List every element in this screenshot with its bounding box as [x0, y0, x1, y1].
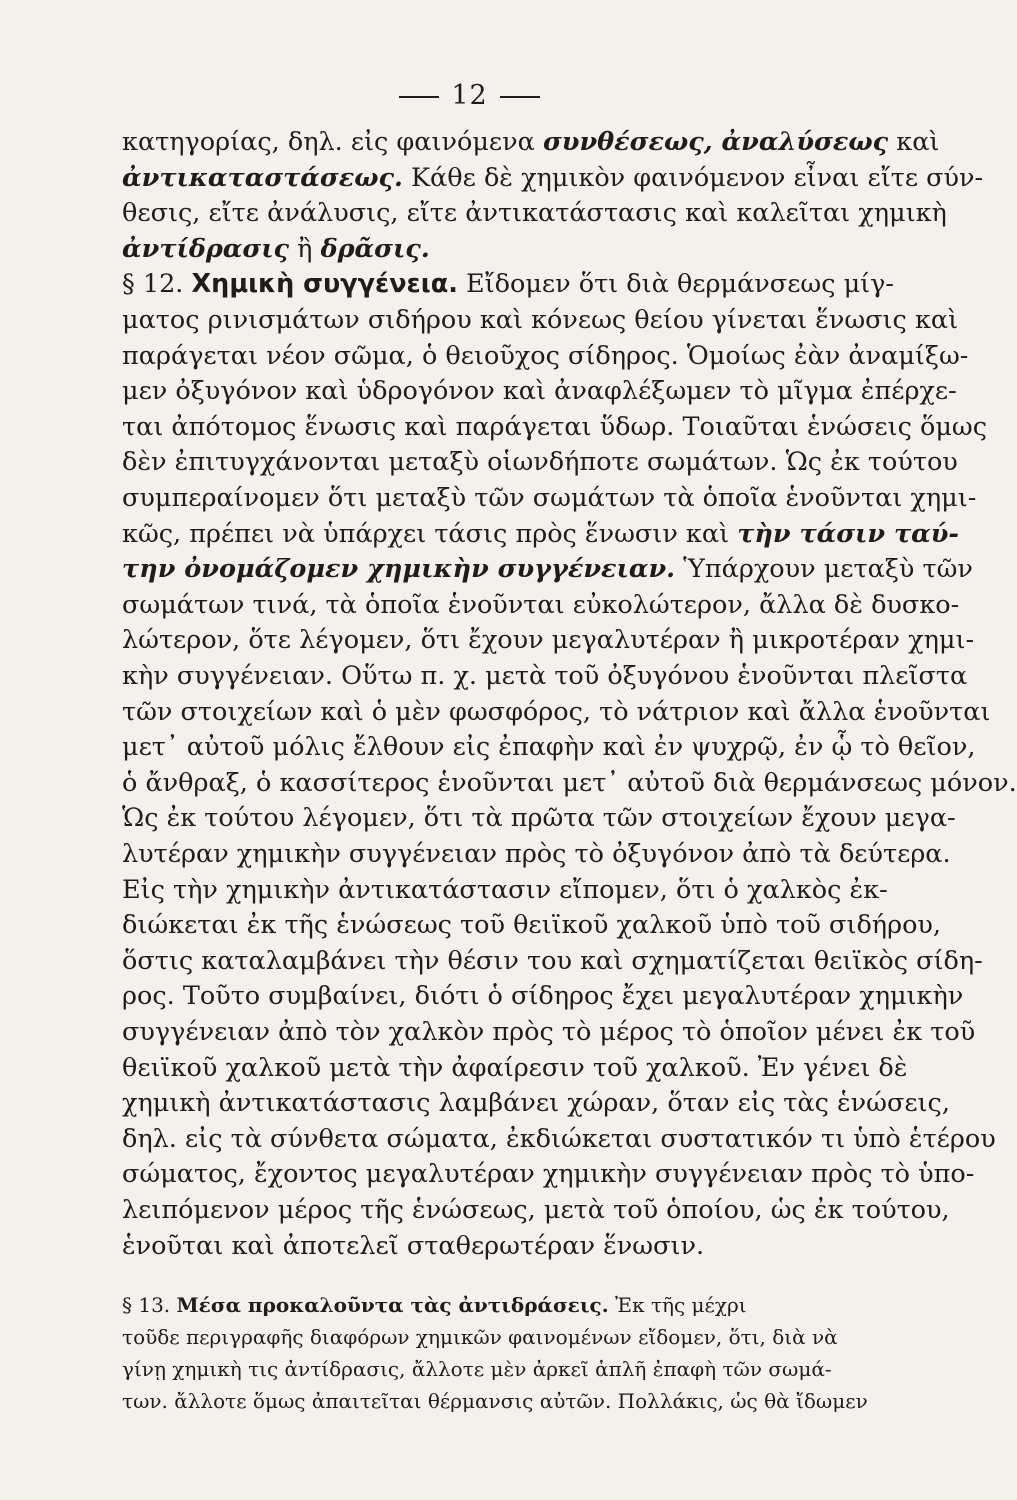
text-line	[122, 269, 895, 300]
text-line	[122, 1359, 894, 1379]
text-run: Εἰς τὴν χημικὴν ἀντικατάστασιν εἴπομεν, ὅτι ὁ χαλκὸς ἐκ-	[122, 874, 888, 905]
text-line	[122, 732, 976, 763]
text-line	[122, 1327, 894, 1347]
emphasized-term: συνθέσεως, ἀναλύσεως	[542, 127, 889, 157]
text-run: σωμάτων τινά, τὰ ὁποῖα ἑνοῦνται εὐκολώτερον, ἄλλα δὲ δυσκο-	[122, 589, 960, 620]
section-heading: Χημικὴ συγγένεια.	[191, 269, 458, 300]
text-run: ἢ	[289, 233, 321, 264]
text-line	[122, 1052, 908, 1083]
emphasized-term: ἀντίδρασις	[122, 233, 290, 264]
text-run: θεσις, εἴτε ἀνάλυσις, εἴτε ἀντικατάστασις καὶ καλεῖται χημικὴ	[122, 198, 947, 229]
text-run: λώτερον, ὅτε λέγομεν, ὅτι ἔχουν μεγαλυτέραν ἢ μικροτέραν χημι-	[122, 625, 975, 656]
text-run: λυτέραν χημικὴν συγγένειαν πρὸς τὸ ὀξυγόνον ἀπὸ τὰ δεύτερα.	[122, 839, 951, 869]
text-run: σώματος, ἔχοντος μεγαλυτέραν χημικὴν συγγένειαν πρὸς τὸ ὑπο-	[122, 1159, 975, 1190]
emphasized-term: δρᾶσις.	[320, 233, 430, 264]
text-line	[122, 518, 960, 549]
text-line	[122, 411, 987, 442]
text-run: δὲν ἐπιτυγχάνονται μεταξὺ οἱωνδήποτε σωμάτων. Ὡς ἐκ τούτου	[122, 447, 958, 478]
text-line	[122, 874, 892, 905]
section-heading: Μέσα προκαλοῦντα τὰς ἀντιδράσεις.	[176, 1293, 609, 1317]
text-line	[122, 1088, 950, 1119]
text-line	[122, 1391, 894, 1411]
text-run: Εἴδομεν ὅτι διὰ θερμάνσεως μίγ-	[457, 269, 895, 300]
text-run: καὶ	[888, 127, 940, 157]
text-line	[122, 340, 969, 371]
emphasized-term: τὴν τάσιν ταύ-	[737, 518, 960, 549]
dash-right	[500, 96, 540, 98]
text-run: κατηγορίας, δηλ. εἰς φαινόμενα	[122, 127, 543, 157]
text-line	[122, 198, 947, 229]
text-run: Ὑπάρχουν μεταξὺ τῶν	[675, 554, 973, 585]
text-line	[122, 162, 984, 193]
text-line	[122, 554, 973, 585]
text-line	[122, 483, 977, 513]
text-line	[122, 376, 957, 407]
text-line	[122, 625, 975, 656]
page-number-text: 12	[451, 80, 488, 111]
text-run: ται ἀπότομος ἕνωσις καὶ παράγεται ὕδωρ. Τοιαῦται ἑνώσεις ὅμως	[122, 411, 987, 442]
text-run: γίνῃ χημικὴ τις ἀντίδρασις, ἄλλοτε μὲν ἀρκεῖ ἁπλῆ ἐπαφὴ τῶν σωμά-	[122, 1357, 832, 1381]
text-run: τῶν στοιχείων καὶ ὁ μὲν φωσφόρος, τὸ νάτριον καὶ ἄλλα ἑνοῦνται	[122, 696, 991, 727]
text-run: χημικὴ ἀντικατάστασις λαμβάνει χώραν, ὅταν εἰς τὰς ἑνώσεις,	[122, 1088, 950, 1119]
text-line	[122, 839, 951, 869]
text-run: Ἐκ τῆς μέχρι	[608, 1293, 747, 1317]
emphasized-term: ἀντικαταστάσεως.	[122, 162, 403, 193]
text-run: κὴν συγγένειαν. Οὕτω π. χ. μετὰ τοῦ ὀξυγόνου ἑνοῦνται πλεῖστα	[122, 661, 968, 691]
text-line	[122, 661, 968, 691]
emphasized-term: την ὀνομάζομεν χημικὴν συγγένειαν.	[122, 554, 676, 585]
text-line	[122, 1159, 975, 1190]
text-run: Ὡς ἐκ τούτου λέγομεν, ὅτι τὰ πρῶτα τῶν στοιχείων ἔχουν μεγα-	[122, 803, 956, 834]
page-number	[0, 80, 939, 111]
text-line	[122, 945, 983, 976]
text-line	[122, 447, 958, 478]
text-line	[122, 233, 892, 264]
text-run: ὅστις καταλαμβάνει τὴν θέσιν του καὶ σχηματίζεται θειϊκὸς σίδη-	[122, 945, 983, 976]
text-line	[122, 1230, 892, 1261]
text-line	[122, 589, 960, 620]
text-line	[122, 1123, 996, 1154]
text-run: παράγεται νέον σῶμα, ὁ θειοῦχος σίδηρος. Ὁμοίως ἐὰν ἀναμίξω-	[122, 340, 969, 371]
text-run: ἑνοῦται καὶ ἀποτελεῖ σταθερωτέραν ἕνωσιν.	[122, 1230, 705, 1261]
text-line	[122, 696, 991, 727]
text-run: § 12.	[122, 269, 192, 300]
text-run: μετ᾽ αὐτοῦ μόλις ἔλθουν εἰς ἐπαφὴν καὶ ἐν ψυχρῷ, ἐν ᾧ τὸ θεῖον,	[122, 732, 976, 763]
text-run: θειϊκοῦ χαλκοῦ μετὰ τὴν ἀφαίρεσιν τοῦ χαλκοῦ. Ἐν γένει δὲ	[122, 1052, 908, 1083]
text-line	[122, 767, 1017, 798]
text-run: ρος. Τοῦτο συμβαίνει, διότι ὁ σίδηρος ἔχει μεγαλυτέραν χημικὴν	[122, 981, 964, 1012]
text-line	[122, 981, 964, 1012]
dash-left	[399, 96, 439, 98]
text-run: λειπόμενον μέρος τῆς ἑνώσεως, μετὰ τοῦ ὁποίου, ὡς ἐκ τούτου,	[122, 1195, 950, 1225]
text-run: ὁ ἄνθραξ, ὁ κασσίτερος ἑνοῦνται μετ᾽ αὐτοῦ διὰ θερμάνσεως μόνον.	[122, 767, 1017, 798]
text-run: ματος ρινισμάτων σιδήρου καὶ κόνεως θείου γίνεται ἕνωσις καὶ	[122, 305, 959, 335]
text-line	[122, 910, 942, 941]
text-run: Κάθε δὲ χημικὸν φαινόμενον εἶναι εἴτε σύν-	[402, 162, 984, 193]
text-run: συγγένειαν ἀπὸ τὸν χαλκὸν πρὸς τὸ μέρος τὸ ὁποῖον μένει ἐκ τοῦ	[122, 1017, 976, 1047]
text-run: μεν ὀξυγόνον καὶ ὑδρογόνον καὶ ἀναφλέξωμεν τὸ μῖγμα ἐπέρχε-	[122, 376, 957, 407]
text-run: κῶς, πρέπει νὰ ὑπάρχει τάσις πρὸς ἕνωσιν καὶ	[122, 518, 738, 549]
text-run: των. ἄλλοτε ὅμως ἀπαιτεῖται θέρμανσις αὐτῶν. Πολλάκις, ὡς θὰ ἴδωμεν	[122, 1389, 868, 1413]
text-line	[122, 305, 959, 335]
text-line	[122, 127, 940, 157]
text-run: δηλ. εἰς τὰ σύνθετα σώματα, ἐκδιώκεται συστατικόν τι ὑπὸ ἑτέρου	[122, 1123, 996, 1154]
text-line	[122, 1295, 894, 1315]
text-run: συμπεραίνομεν ὅτι μεταξὺ τῶν σωμάτων τὰ ὁποῖα ἑνοῦνται χημι-	[122, 483, 977, 513]
text-line	[122, 803, 956, 834]
text-line	[122, 1195, 950, 1225]
text-run: τοῦδε περιγραφῆς διαφόρων χημικῶν φαινομένων εἴδομεν, ὅτι, διὰ νὰ	[122, 1325, 838, 1349]
text-run: § 13.	[122, 1293, 177, 1317]
text-line	[122, 1017, 976, 1047]
text-run: διώκεται ἐκ τῆς ἑνώσεως τοῦ θειϊκοῦ χαλκοῦ ὑπὸ τοῦ σιδήρου,	[122, 910, 942, 941]
